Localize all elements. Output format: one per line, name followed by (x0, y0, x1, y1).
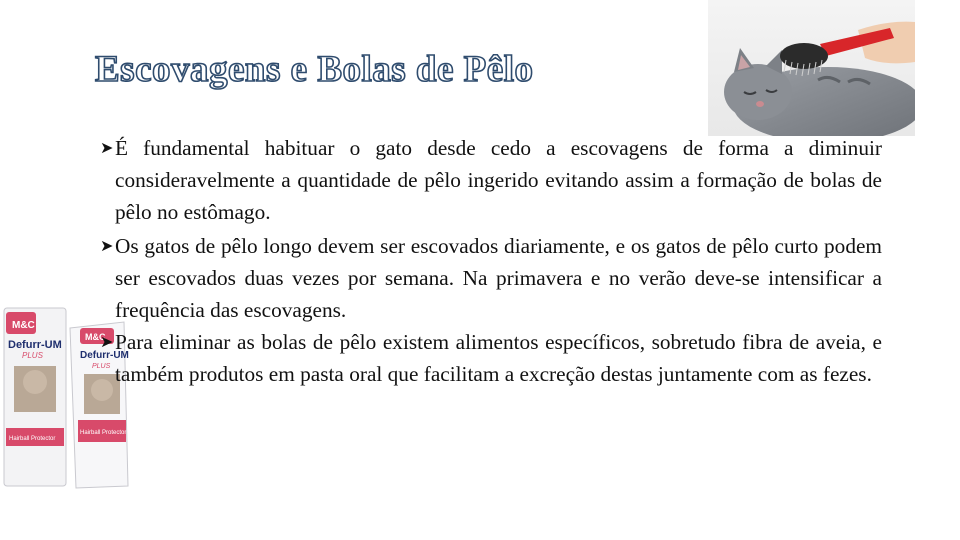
svg-text:Hairball Protector: Hairball Protector (80, 430, 127, 436)
cat-brushing-photo (708, 0, 915, 136)
svg-text:Hairball Protector: Hairball Protector (9, 436, 56, 442)
svg-text:M&C: M&C (85, 332, 106, 342)
bullet-item (100, 230, 882, 326)
svg-text:Defurr-UM: Defurr-UM (8, 339, 62, 351)
bullet-item (100, 132, 882, 228)
bullet-item (100, 326, 882, 390)
arrowhead-bullet-icon: ➤ (100, 332, 114, 351)
bullet-text: É fundamental habituar o gato desde cedo a escovagens de forma a diminuir consideravelmente a quantidade de pêlo ingerido evitando assim a formação de bolas de pêlo no estômago. (115, 136, 882, 224)
svg-text:PLUS: PLUS (92, 363, 111, 370)
svg-text:PLUS: PLUS (22, 351, 43, 360)
bullet-text: Os gatos de pêlo longo devem ser escovados diariamente, e os gatos de pêlo curto podem ser escovados duas vezes por semana. Na primavera e no verão deve-se intensificar a frequência das escovagens. (115, 234, 882, 322)
svg-text:Defurr-UM: Defurr-UM (80, 350, 129, 361)
product-brand-logo: M&C (12, 320, 35, 331)
slide-title: Escovagens e Bolas de Pêlo (95, 49, 534, 90)
arrowhead-bullet-icon: ➤ (100, 236, 114, 255)
cat-brushing-illustration (708, 0, 915, 136)
bullet-text: Para eliminar as bolas de pêlo existem alimentos específicos, sobretudo fibra de aveia, e também produtos em pasta oral que facilitam a excreção destas juntamente com as fezes. (115, 330, 882, 386)
bullet-list (100, 132, 882, 390)
arrowhead-bullet-icon: ➤ (100, 138, 114, 157)
